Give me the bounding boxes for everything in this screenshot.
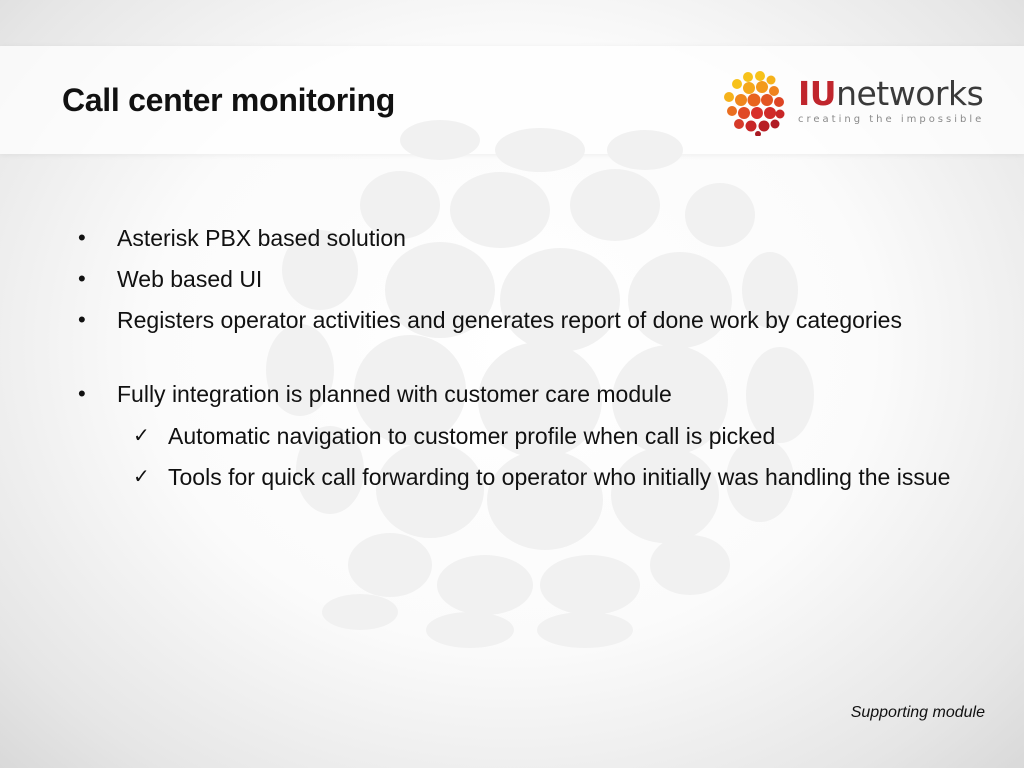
- bullet-marker: •: [78, 307, 86, 332]
- logo-tagline: creating the impossible: [798, 114, 985, 125]
- bullet-item: Registers operator activities and generates report of done work by categories: [117, 307, 902, 333]
- bullet-marker: •: [78, 225, 86, 250]
- bullet-item: Asterisk PBX based solution: [117, 225, 406, 251]
- sub-bullet-item: Automatic navigation to customer profile when call is picked: [168, 423, 776, 449]
- logo-brand-bold: IU: [798, 74, 837, 113]
- footer-label: Supporting module: [850, 704, 985, 721]
- sub-bullet-item: Tools for quick call forwarding to operator who initially was handling the issue: [168, 464, 951, 490]
- bullet-marker: •: [78, 381, 86, 406]
- bullet-item: Fully integration is planned with customer care module: [117, 381, 672, 407]
- checkmark-icon: ✓: [133, 425, 150, 447]
- slide-title: Call center monitoring: [62, 82, 395, 118]
- bullet-marker: •: [78, 266, 86, 291]
- logo-brand-rest: networks: [836, 74, 984, 113]
- bullet-item: Web based UI: [117, 266, 263, 292]
- checkmark-icon: ✓: [133, 466, 150, 488]
